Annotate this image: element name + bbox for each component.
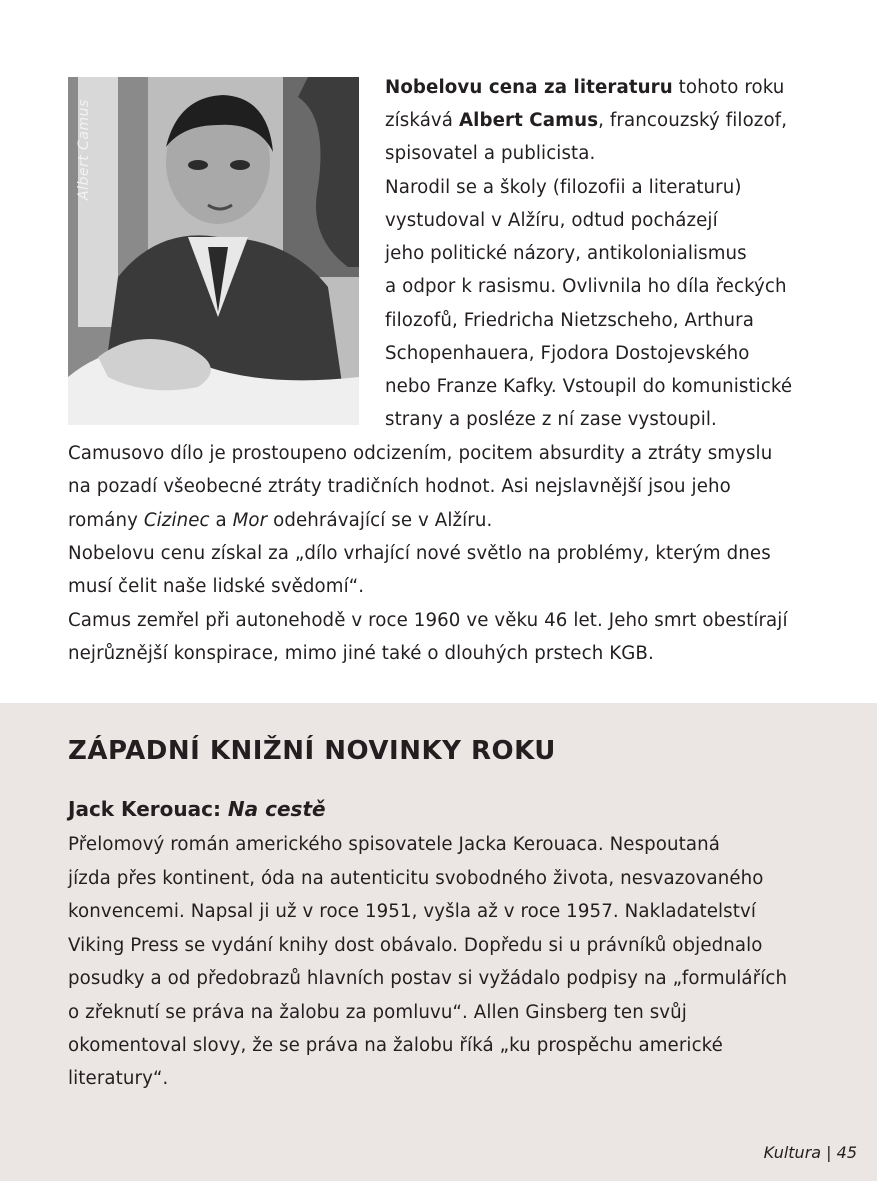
article-line: na pozadí všeobecné ztráty tradičních hodnot. Asi nejslavnější jsou jeho [68,476,731,497]
article-line [68,504,492,537]
description-line: Přelomový román amerického spisovatele Jacka Kerouaca. Nespoutaná [68,834,721,855]
article-line: Narodil se a školy (filozofii a literaturu) [385,177,742,198]
article-line: a odpor k rasismu. Ovlivnila ho díla řeckých [385,276,787,297]
article-line: musí čelit naše lidské svědomí“. [68,576,365,597]
article-line: Camusovo dílo je prostoupeno odcizením, pocitem absurdity a ztráty smyslu [68,443,773,464]
article-line: strany a posléze z ní zase vystoupil. [385,409,717,430]
photo-caption: Albert Camus [76,99,92,200]
page-footer: Kultura | 45 [763,1143,857,1162]
description-line: okomentoval slovy, že se práva na žalobu říká „ku prospěchu americké [68,1035,723,1056]
book-title: Cizinec [143,510,210,531]
article-line: nejrůznější konspirace, mimo jiné také o dlouhých prstech KGB. [68,643,654,664]
portrait-illustration [68,77,359,425]
article-line: filozofů, Friedricha Nietzscheho, Arthura [385,310,754,331]
text-run: , francouzský filozof, [598,110,788,131]
text-run: tohoto roku [672,77,785,98]
nobel-prize-term: Nobelovu cena za literaturu [385,77,673,98]
article-line: Nobelovu cenu získal za „dílo vrhající nové světlo na problémy, kterým dnes [68,543,771,564]
description-line: konvencemi. Napsal ji už v roce 1951, vyšla až v roce 1957. Nakladatelství [68,901,756,922]
book-title: Na cestě [227,797,326,821]
author-name: Albert Camus [458,110,599,131]
description-line: literatury“. [68,1068,169,1089]
article-line: vystudoval v Alžíru, odtud pocházejí [385,210,718,231]
portrait-photo [68,77,359,425]
text-run: romány [68,510,144,531]
article-line: Camus zemřel při autonehodě v roce 1960 ve věku 46 let. Jeho smrt obestírají [68,610,788,631]
book-subheading [68,797,326,821]
article-line: Schopenhauera, Fjodora Dostojevského [385,343,750,364]
text-run: a [209,510,233,531]
section-heading: ZÁPADNÍ KNIŽNÍ NOVINKY ROKU [68,736,556,766]
description-line: posudky a od předobrazů hlavních postav si vyžádalo podpisy na „formulářích [68,968,788,989]
article-line: jeho politické názory, antikolonialismus [385,243,747,264]
description-line: Viking Press se vydání knihy dost obávalo. Dopředu si u právníků objednalo [68,935,763,956]
article-line [385,71,784,104]
article-line: nebo Franze Kafky. Vstoupil do komunistické [385,376,793,397]
book-author: Jack Kerouac: [68,797,228,821]
article-line: spisovatel a publicista. [385,143,596,164]
description-line: jízda přes kontinent, óda na autenticitu svobodného života, nesvazovaného [68,868,764,889]
article-line [385,104,787,137]
description-line: o zřeknutí se práva na žalobu za pomluvu“. Allen Ginsberg ten svůj [68,1002,687,1023]
text-run: získává [385,110,459,131]
text-run: odehrávající se v Alžíru. [267,510,493,531]
book-title: Mor [232,510,268,531]
